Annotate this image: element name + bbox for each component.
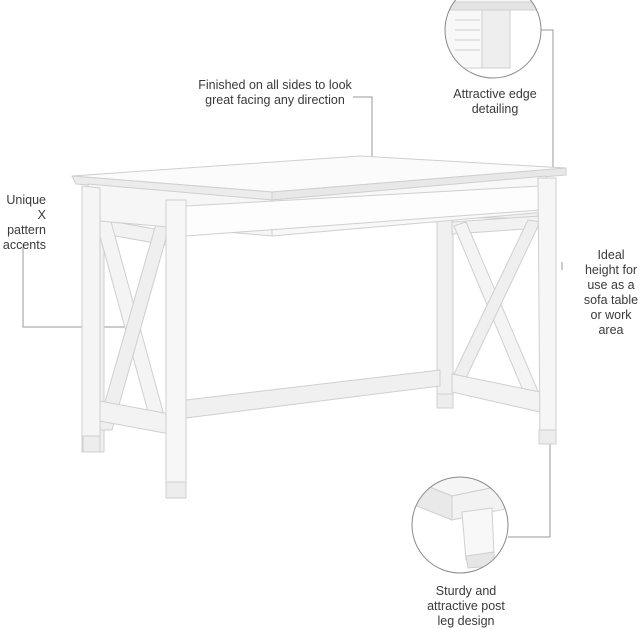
edge-detail-inset xyxy=(445,0,545,78)
callout-finished-sides: Finished on all sides to look great facing any direction xyxy=(198,78,352,107)
callout-post-leg: Sturdy and attractive post leg design xyxy=(427,584,505,628)
writing-desk xyxy=(72,156,566,498)
left-x-panel xyxy=(94,218,172,434)
front-stretcher xyxy=(186,370,440,418)
post-leg-detail-inset xyxy=(412,470,510,573)
front-right-leg xyxy=(538,178,556,444)
callout-ideal-height: Ideal height for use as a sofa table or work area xyxy=(583,248,639,337)
callout-edge-detailing: Attractive edge detailing xyxy=(453,87,537,116)
front-left-leg xyxy=(166,200,186,496)
right-x-panel xyxy=(452,216,540,412)
leader-line-post-leg xyxy=(508,440,550,537)
callout-x-pattern: Unique X pattern accents xyxy=(2,193,46,252)
